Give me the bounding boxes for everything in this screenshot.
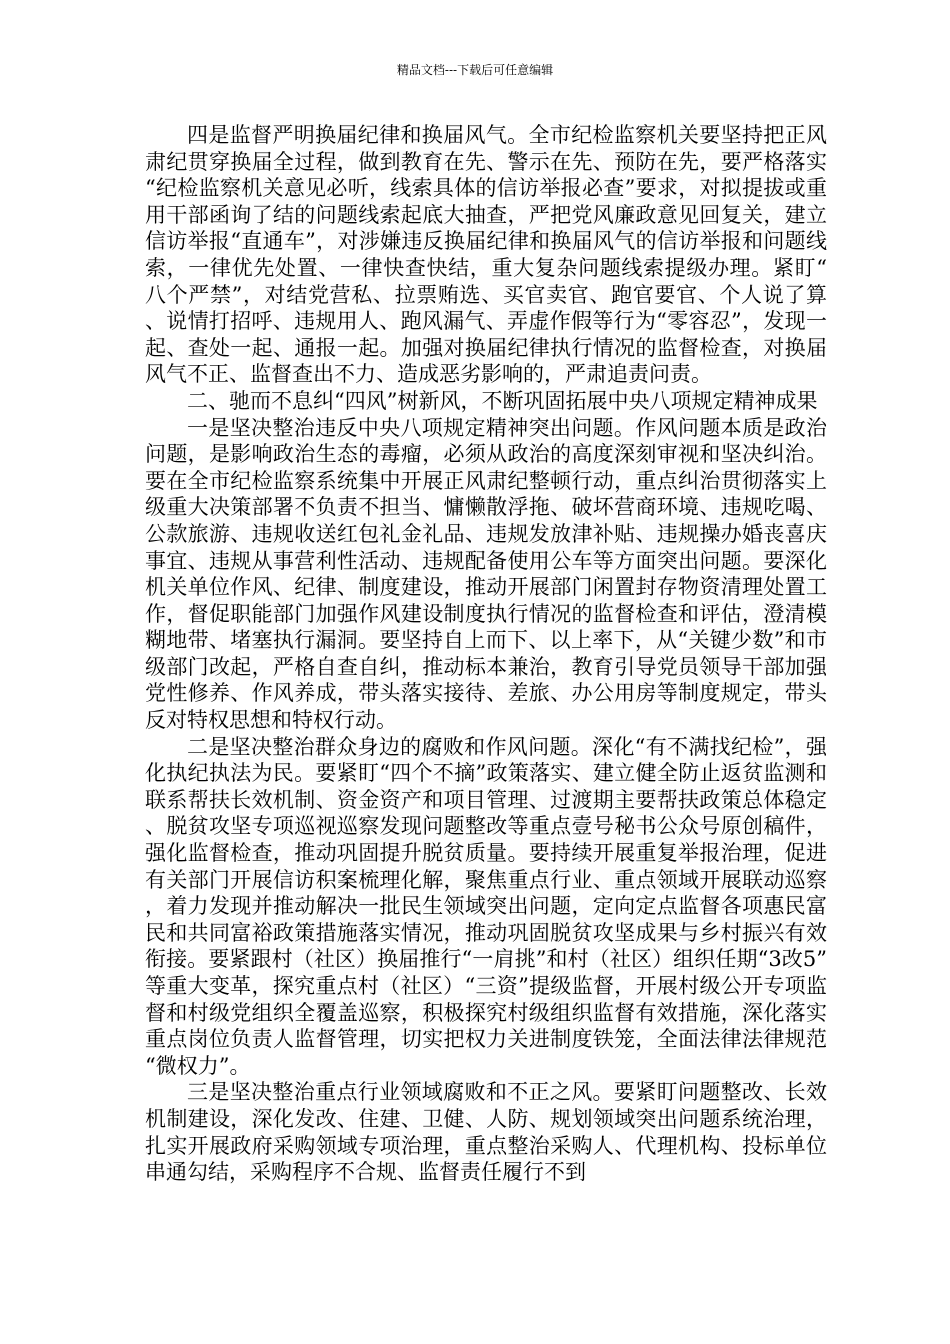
section-heading-2: 二、驰而不息纠“四风”树新风，不断巩固拓展中央八项规定精神成果 — [187, 388, 818, 413]
page-header: 精品文档---下载后可任意编辑 — [396, 63, 554, 77]
paragraph-eight-rules: 一是坚决整治违反中央八项规定精神突出问题。作风问题本质是政治问题，是影响政治生态的毒瘤，必须从政治的高度深刻审视和坚决纠治。要在全市纪检监察系统集中开展正风肃纪整顿行动，重点纠治贯彻落实上级重大决策部署不负责不担当、慵懒散浮拖、破坏营商环境、违规吃喝、公款旅游、违规收送红包礼金礼品、违规发放津补贴、违规操办婚丧喜庆事宜、违规从事营利性活动、违规配备使用公车等方面突出问题。要深化机关单位作风、纪律、制度建设，推动开展部门闲置封存物资清理处置工作，督促职能部门加强作风建设制度执行情况的监督检查和评估，澄清模糊地带、堵塞执行漏洞。要坚持自上而下、以上率下，从“关键少数”和市级部门改起，严格自查自纠，推动标本兼治，教育引导党员领导干部加强党性修养、作风养成，带头落实接待、差旅、办公用房等制度规定，带头反对特权思想和特权行动。 — [145, 415, 827, 733]
paragraph-key-industries: 三是坚决整治重点行业领域腐败和不正之风。要紧盯问题整改、长效机制建设，深化发改、住建、卫健、人防、规划领域突出问题系统治理，扎实开展政府采购领域专项治理，重点整治采购人、代理机构、投标单位串通勾结，采购程序不合规、监督责任履行不到 — [145, 1080, 827, 1185]
paragraph-grassroots-corruption: 二是坚决整治群众身边的腐败和作风问题。深化“有不满找纪检”，强化执纪执法为民。要紧盯“四个不摘”政策落实、建立健全防止返贫监测和联系帮扶长效机制、资金资产和项目管理、过渡期主要帮扶政策总体稳定、脱贫攻坚专项巡视巡察发现问题整改等重点壹号秘书公众号原创稿件，强化监督检查，推动巩固提升脱贫质量。要持续开展重复举报治理，促进有关部门开展信访积案梳理化解，聚焦重点行业、重点领域开展联动巡察，着力发现并推动解决一批民生领域突出问题，定向定点监督各项惠民富民和共同富裕政策措施落实情况，推动巩固脱贫攻坚成果与乡村振兴有效衔接。要紧跟村（社区）换届推行“一肩挑”和村（社区）组织任期“3改5”等重大变革，探究重点村（社区）“三资”提级监督，开展村级公开专项监督和村级党组织全覆盖巡察，积极探究村级组织监督有效措施，深化落实重点岗位负责人监督管理，切实把权力关进制度铁笼，全面法律法律规范“微权力”。 — [145, 734, 827, 1078]
paragraph-supervise-election: 四是监督严明换届纪律和换届风气。全市纪检监察机关要坚持把正风肃纪贯穿换届全过程，做到教育在先、警示在先、预防在先，要严格落实“纪检监察机关意见必听，线索具体的信访举报必查”要求，对拟提拔或重用干部函询了结的问题线索起底大抽查，严把党风廉政意见回复关，建立信访举报“直通车”，对涉嫌违反换届纪律和换届风气的信访举报和问题线索，一律优先处置、一律快查快结，重大复杂问题线索提级办理。紧盯“八个严禁”，对结党营私、拉票贿选、买官卖官、跑官要官、个人说了算、说情打招呼、违规用人、跑风漏气、弄虚作假等行为“零容忍”，发现一起、查处一起、通报一起。加强对换届纪律执行情况的监督检查，对换届风气不正、监督查出不力、造成恶劣影响的，严肃追责问责。 — [145, 123, 827, 387]
document-body — [145, 122, 827, 1186]
